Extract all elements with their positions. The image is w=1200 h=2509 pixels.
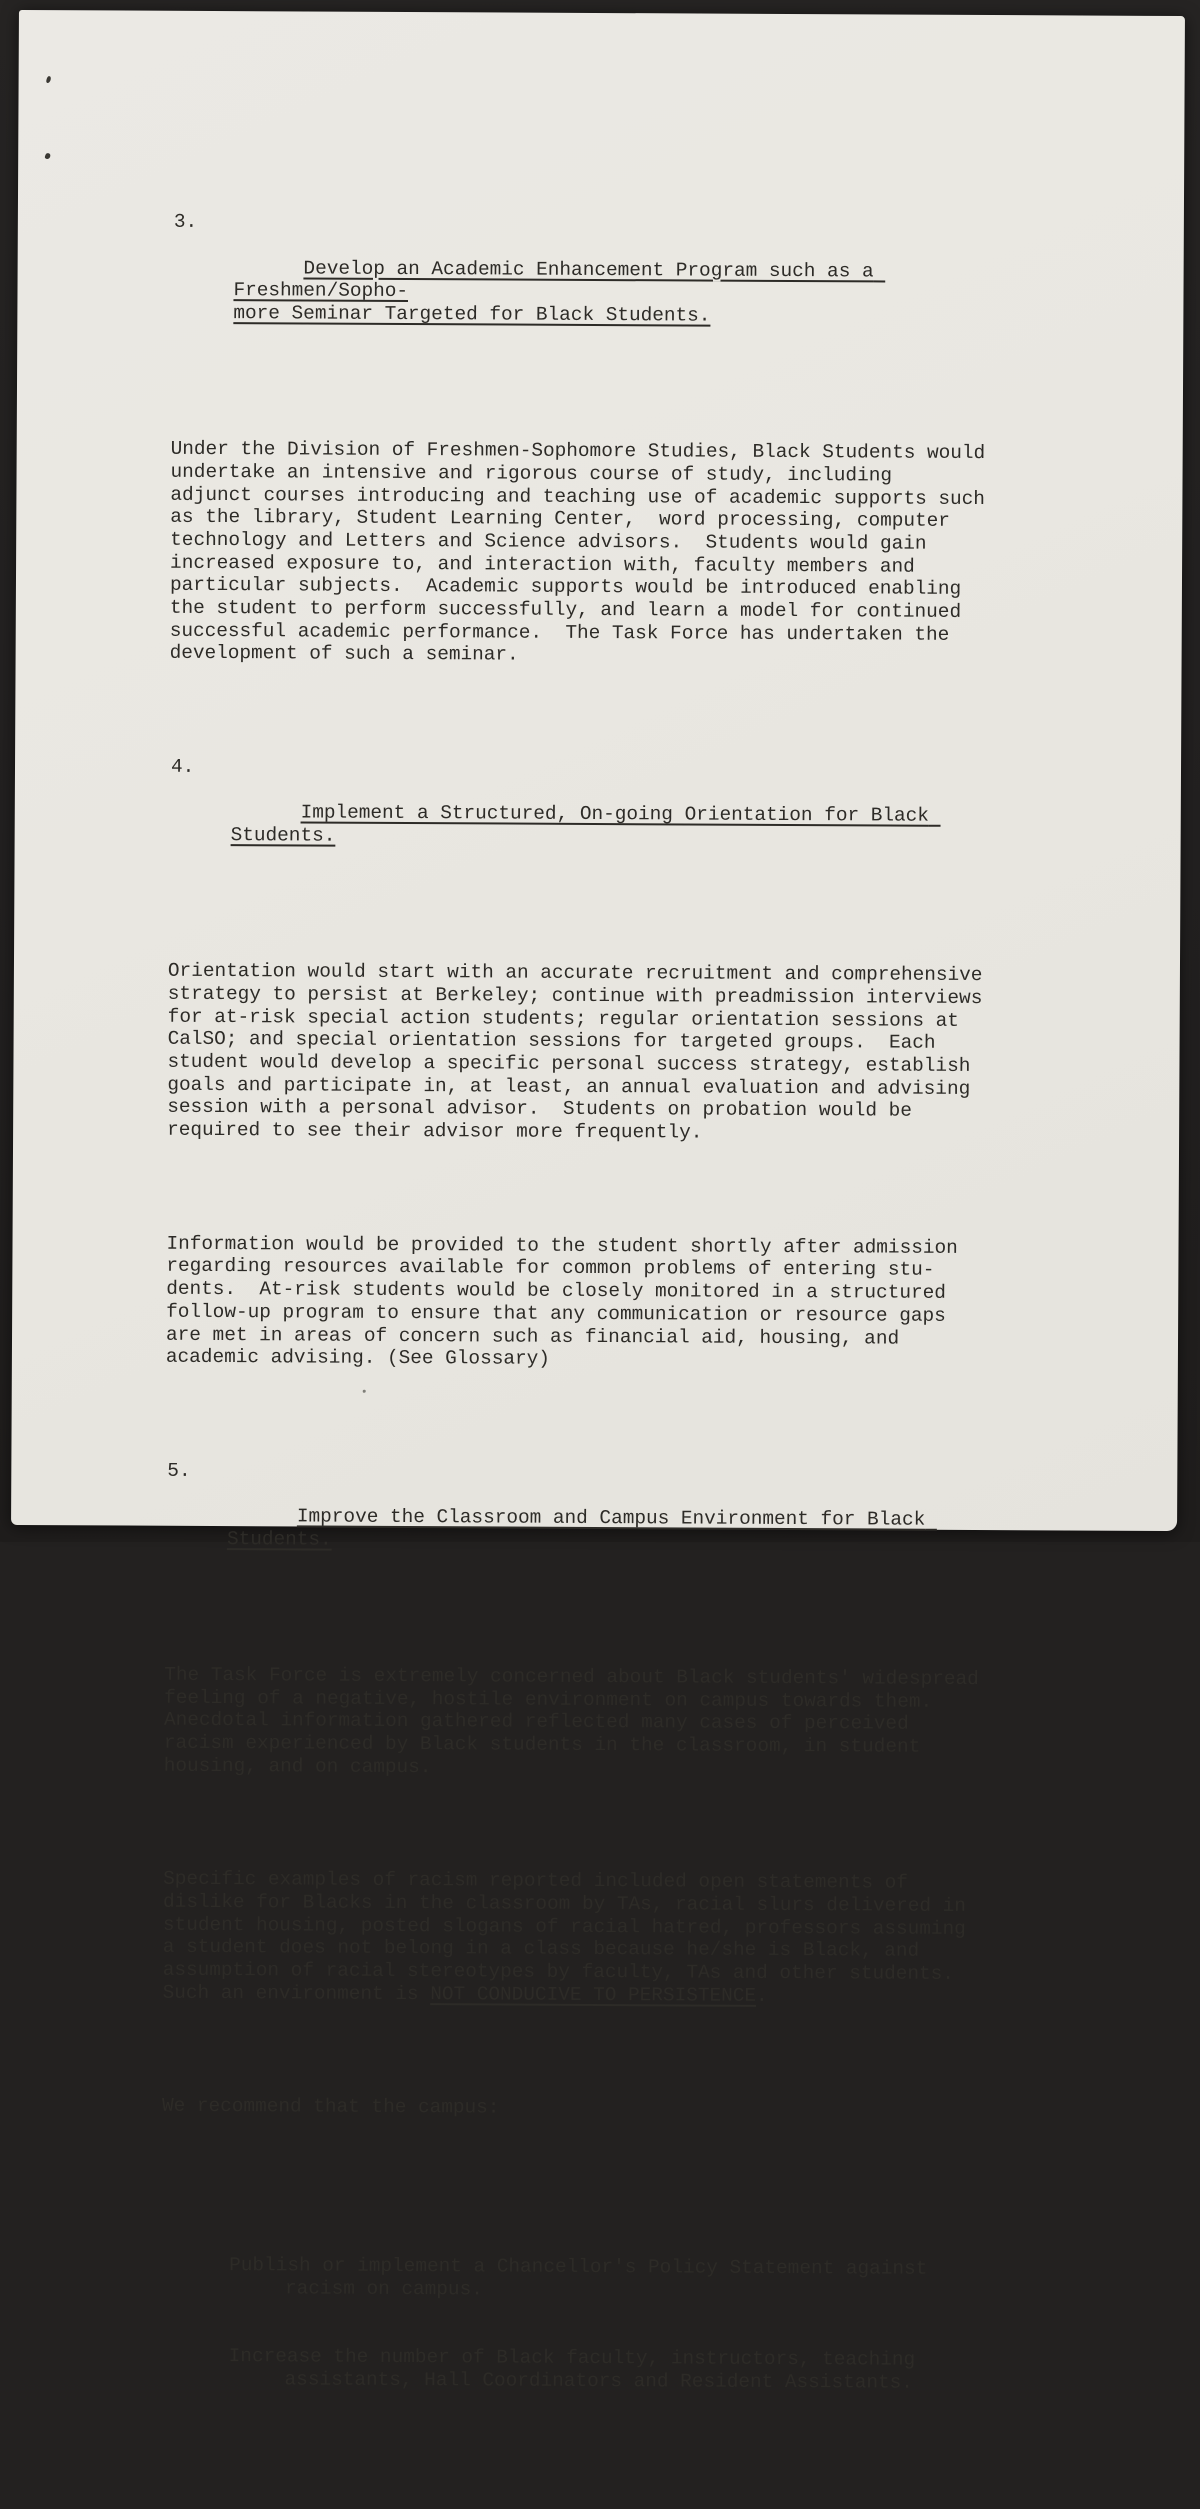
recommendation-item: Publish or implement a Chancellor's Policy Statement against racism on campus. bbox=[229, 2254, 928, 2301]
paragraph-item4-2: Information would be provided to the student shortly after admission regarding resources available for common problems of entering stu- dents. At-risk students would be closely monitored in a structured follow-up program to ensure that any communication or resource gaps are met in areas of concern such as financial aid, housing, and academic advising. (See Glossary) bbox=[165, 1232, 958, 1370]
heading-item-4 bbox=[168, 756, 1003, 874]
recommendation-list bbox=[228, 2209, 995, 2440]
heading-item-5 bbox=[165, 1459, 1000, 1577]
paragraph-item4-1: Orientation would start with an accurate recruitment and comprehensive strategy to persist at Berkeley; continue with preadmission interviews for at-risk special action students; regular orientation sessions at CalSO; and special orientation sessions for targeted groups. Each student would develop a specific personal success strategy, establish goals and participate in, at least, an annual evaluation and advising session with a personal advisor. Students on probation would be required to see their advisor more frequently. bbox=[167, 960, 983, 1144]
paragraph-item5-2-emphasis: NOT CONDUCIVE TO PERSISTENCE bbox=[430, 1982, 757, 2007]
paragraph-item5-2-lead: Specific examples of racism reported included open statements of dislike for Blacks in the classroom by TAs, racial slurs delivered in student housing, posted slogans of racial hatred, professors assuming a student does not belong in a class because he/she is Black, and assumption of racial stereotypes by faculty, TAs and other students. Such an environment is bbox=[162, 1868, 967, 2005]
ink-speck bbox=[46, 76, 52, 84]
heading-item-3 bbox=[171, 211, 1006, 352]
paragraph-item3: Under the Division of Freshmen-Sophomore Studies, Black Students would undertake an intensive and rigorous course of study, including adjunct courses introducing and teaching use of academic supports such as the library, Student Learning Center, word processing, computer technology and Letters and Science advisors. Students would gain increased exposure to, and interaction with, faculty members and particular subjects. Academic supports would be introduced enabling the student to perform successfully, and learn a model for continued successful academic performance. The Task Force has undertaken the development of such a seminar. bbox=[169, 437, 986, 667]
document-page bbox=[11, 10, 1185, 2394]
heading-text-5: Improve the Classroom and Campus Environment for Black Students. bbox=[226, 1505, 937, 1551]
paragraph-item5-1: The Task Force is extremely concerned about Black students' widespread feeling of a negative, hostile environment on campus towards them. Anecdotal information gathered reflected many cases of perceived racism experienced by Black students in the classroom, in student housing, and on campus. bbox=[163, 1663, 979, 1778]
heading-text-4: Implement a Structured, On-going Orientation for Black Students. bbox=[230, 801, 941, 847]
paragraph-item5-2 bbox=[163, 1868, 998, 2009]
heading-number-4: 4. bbox=[170, 755, 195, 778]
heading-number-3: 3. bbox=[173, 210, 198, 234]
typed-text-area bbox=[160, 143, 1006, 2508]
paragraph-item5-2-end: . bbox=[755, 1984, 768, 2007]
ink-speck bbox=[44, 152, 51, 159]
heading-text-3: Develop an Academic Enhancement Program such as a Freshmen/Sopho- more Seminar Targeted for Black Students. bbox=[233, 256, 886, 327]
recommendation-intro: We recommend that the campus: bbox=[161, 2095, 500, 2119]
heading-number-5: 5. bbox=[167, 1459, 191, 1482]
recommendation-item: Increase the number of Black faculty, instructors, teaching assistants, Hall Coordinators and Resident Assistants. bbox=[228, 2345, 916, 2394]
